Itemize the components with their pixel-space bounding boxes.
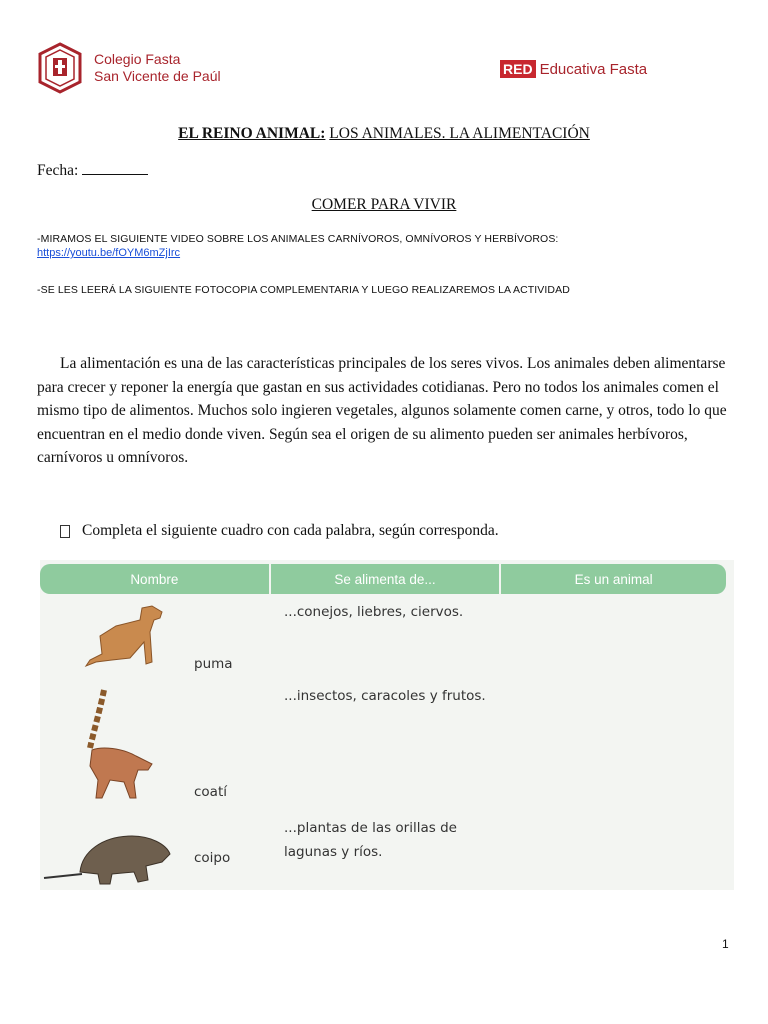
page-title (0, 125, 768, 143)
animal-name-coati: coatí (194, 784, 227, 800)
date-label: Fecha: (37, 162, 79, 179)
title-part1: EL REINO ANIMAL: (178, 125, 326, 142)
instruction-reading: -SE LES LEERÁ LA SIGUIENTE FOTOCOPIA COMPLEMENTARIA Y LUEGO REALIZAREMOS LA ACTIVIDAD (37, 284, 570, 296)
food-puma: ...conejos, liebres, ciervos. (284, 604, 464, 620)
school-seal-icon (36, 42, 84, 94)
food-coipo-line2: lagunas y ríos. (284, 844, 383, 860)
network-logo (500, 60, 647, 78)
school-name-line2: San Vicente de Paúl (94, 68, 221, 84)
title-part2: LOS ANIMALES. LA ALIMENTACIÓN (329, 125, 590, 142)
school-logo (36, 42, 221, 94)
header-tipo: Es un animal (501, 564, 726, 594)
network-name: Educativa Fasta (539, 60, 648, 78)
food-coati: ...insectos, caracoles y frutos. (284, 688, 486, 704)
animal-name-coipo: coipo (194, 850, 231, 866)
food-coipo-line1: ...plantas de las orillas de (284, 820, 457, 836)
animal-table (40, 560, 734, 890)
puma-icon (82, 602, 172, 674)
coati-icon (78, 686, 158, 804)
intro-paragraph (37, 352, 737, 470)
task-text: Completa el siguiente cuadro con cada palabra, según corresponda. (82, 522, 499, 539)
date-field (37, 161, 148, 180)
video-link[interactable]: https://youtu.be/fOYM6mZjIrc (37, 247, 181, 259)
network-tag: RED (500, 60, 536, 78)
school-name (94, 51, 221, 85)
page-number: 1 (722, 937, 729, 951)
table-header (40, 564, 726, 594)
checkbox-icon (60, 525, 70, 538)
subtitle: COMER PARA VIVIR (311, 196, 457, 213)
coipo-icon (42, 828, 174, 888)
instruction-video: -MIRAMOS EL SIGUIENTE VIDEO SOBRE LOS ANIMALES CARNÍVOROS, OMNÍVOROS Y HERBÍVOROS: (37, 233, 559, 245)
school-name-line1: Colegio Fasta (94, 51, 181, 67)
task-instruction (60, 522, 499, 540)
header-alimento: Se alimenta de... (271, 564, 502, 594)
animal-name-puma: puma (194, 656, 233, 672)
header-nombre: Nombre (40, 564, 271, 594)
date-blank[interactable] (82, 161, 148, 175)
intro-paragraph-text: La alimentación es una de las características principales de los seres vivos. Los animales deben alimentarse para crecer y reponer la energía que gastan en sus actividades cotidianas. Pero no todos los animales comen el mismo tipo de alimentos. Muchos solo ingieren vegetales, algunos solamente comen carne, y otros, todo lo que encuentran en el medio donde viven. Según sea el origen de su alimento pueden ser animales herbívoros, carnívoros u omnívoros. (37, 355, 727, 466)
